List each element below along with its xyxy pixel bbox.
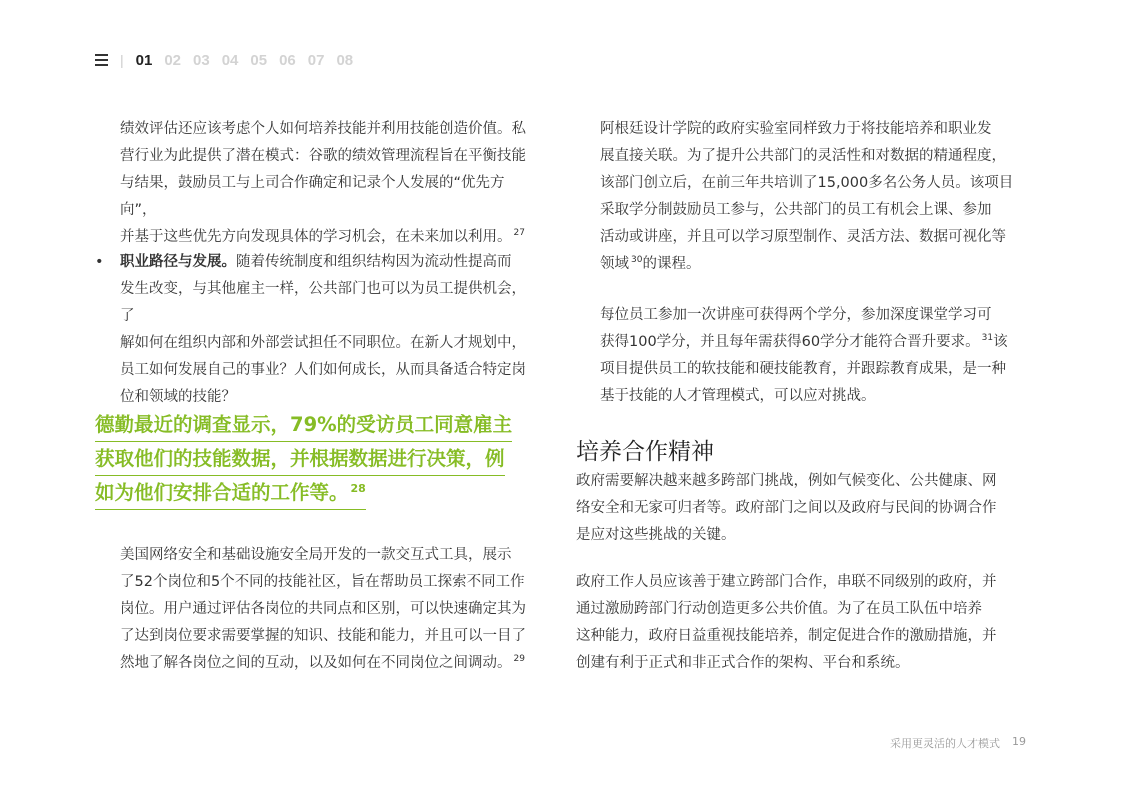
nav-page-05[interactable]: 05 xyxy=(250,51,268,69)
text-line: 营行业为此提供了潜在模式：谷歌的绩效管理流程旨在平衡技能 xyxy=(120,148,526,164)
menu-icon[interactable] xyxy=(95,54,108,66)
page-footer xyxy=(890,735,1026,751)
text-fragment: 随着传统制度和组织结构因为流动性提高而 xyxy=(236,254,512,270)
page-number: 19 xyxy=(1012,735,1026,748)
text-fragment: 并基于这些优先方向发现具体的学习机会，在未来加以利用。 xyxy=(120,229,512,245)
text-line: 岗位。用户通过评估各岗位的共同点和区别，可以快速确定其为 xyxy=(120,601,526,617)
nav-page-08[interactable]: 08 xyxy=(336,51,354,69)
text-line: 了52个岗位和5个不同的技能社区，旨在帮助员工探索不同工作 xyxy=(120,574,525,590)
text-line: 展直接关联。为了提升公共部门的灵活性和对数据的精通程度， xyxy=(600,148,1006,164)
text-line xyxy=(600,329,1028,356)
text-fragment: 的课程。 xyxy=(642,256,701,272)
chapter-nav xyxy=(95,50,365,70)
text-line xyxy=(120,224,538,251)
left-paragraph-cisa-tool xyxy=(120,542,548,677)
nav-page-04[interactable]: 04 xyxy=(221,51,239,69)
footnote-ref-31: 31 xyxy=(981,333,994,344)
text-line: 政府需要解决越来越多跨部门挑战，例如气候变化、公共健康、网 xyxy=(576,473,997,489)
quote-line xyxy=(95,443,505,476)
text-fragment: 该 xyxy=(993,334,1008,350)
text-line: 每位员工参加一次讲座可获得两个学分，参加深度课堂学习可 xyxy=(600,307,992,323)
nav-page-03[interactable]: 03 xyxy=(193,51,210,69)
nav-page-06[interactable]: 06 xyxy=(279,51,296,69)
nav-page-01[interactable]: 01 xyxy=(135,51,153,69)
text-line: 绩效评估还应该考虑个人如何培养技能并利用技能创造价值。私 xyxy=(120,121,526,137)
text-line: 创建有利于正式和非正式合作的架构、平台和系统。 xyxy=(576,655,910,671)
footnote-ref-28: 28 xyxy=(350,481,366,495)
nav-page-02[interactable]: 02 xyxy=(164,51,182,69)
text-line xyxy=(120,249,538,276)
right-paragraph-argentina xyxy=(600,116,1028,278)
text-line: 项目提供员工的软技能和硬技能教育，并跟踪教育成果，是一种 xyxy=(600,361,1006,377)
text-line: 通过激励跨部门行动创造更多公共价值。为了在员工队伍中培养 xyxy=(576,601,982,617)
right-paragraph-collaboration xyxy=(576,569,1028,677)
text-line: 是应对这些挑战的关键。 xyxy=(576,527,736,543)
text-line: 基于技能的人才管理模式，可以应对挑战。 xyxy=(600,388,876,404)
pull-quote xyxy=(95,409,535,511)
text-line: 活动或讲座，并且可以学习原型制作、灵活方法、数据可视化等 xyxy=(600,229,1006,245)
text-line: 政府工作人员应该善于建立跨部门合作，串联不同级别的政府，并 xyxy=(576,574,997,590)
quote-line xyxy=(95,477,366,510)
text-line xyxy=(600,251,1028,278)
text-line: 发生改变，与其他雇主一样，公共部门也可以为员工提供机会，了 xyxy=(120,281,526,324)
text-fragment: 领域 xyxy=(600,256,629,272)
text-line: 解如何在组织内部和外部尝试担任不同职位。在新人才规划中， xyxy=(120,335,526,351)
text-line: 员工如何发展自己的事业？人们如何成长，从而具备适合特定岗 xyxy=(120,362,526,378)
nav-page-07[interactable]: 07 xyxy=(307,51,325,69)
text-fragment: 德勤最近的调查显示，79%的受访员工同意雇主 xyxy=(95,413,513,436)
right-paragraph-challenges xyxy=(576,468,1028,549)
bullet-marker: • xyxy=(95,254,104,270)
text-line: 了达到岗位要求需要掌握的知识、技能和能力，并且可以一目了 xyxy=(120,628,526,644)
text-fragment: 如为他们安排合适的工作等。 xyxy=(95,481,349,504)
text-fragment: 然地了解各岗位之间的互动，以及如何在不同岗位之间调动。 xyxy=(120,655,512,671)
text-line: 美国网络安全和基础设施安全局开发的一款交互式工具，展示 xyxy=(120,547,512,563)
text-line: 与结果，鼓励员工与上司合作确定和记录个人发展的“优先方向”， xyxy=(120,175,505,218)
footnote-ref-27: 27 xyxy=(513,228,525,239)
section-heading: 培养合作精神 xyxy=(576,439,714,465)
text-line: 络安全和无家可归者等。政府部门之间以及政府与民间的协调合作 xyxy=(576,500,997,516)
nav-separator: | xyxy=(120,52,124,68)
text-fragment: 获得100学分，并且每年需获得60学分才能符合晋升要求。 xyxy=(600,334,980,350)
text-line: 该部门创立后，在前三年共培训了15,000多名公务人员。该项目 xyxy=(600,175,1014,191)
bullet-text xyxy=(120,249,538,411)
text-line: 采取学分制鼓励员工参与，公共部门的员工有机会上课、参加 xyxy=(600,202,992,218)
quote-line xyxy=(95,409,512,442)
text-fragment: 获取他们的技能数据，并根据数据进行决策，例 xyxy=(95,447,505,470)
right-paragraph-credits xyxy=(600,302,1028,410)
text-line xyxy=(120,650,548,677)
footnote-ref-29: 29 xyxy=(513,654,525,665)
text-line: 阿根廷设计学院的政府实验室同样致力于将技能培养和职业发 xyxy=(600,121,992,137)
bullet-heading: 职业路径与发展。 xyxy=(120,254,236,270)
text-line: 这种能力，政府日益重视技能培养，制定促进合作的激励措施，并 xyxy=(576,628,997,644)
footnote-ref-30: 30 xyxy=(631,255,643,266)
text-line: 位和领域的技能？ xyxy=(120,389,236,405)
left-paragraph-performance xyxy=(120,116,538,251)
footer-title: 采用更灵活的人才模式 xyxy=(890,737,1000,750)
